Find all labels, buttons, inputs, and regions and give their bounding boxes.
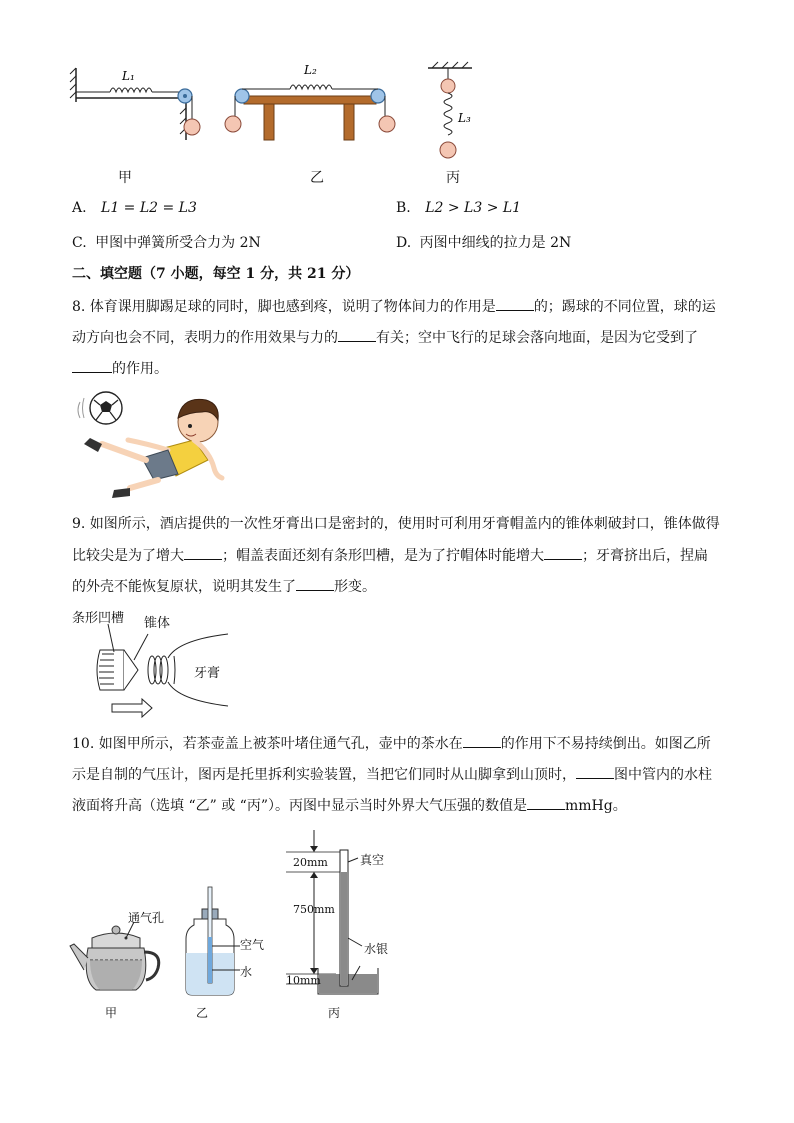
fig-label-yi: 乙 [310, 170, 324, 186]
q10-blank-3[interactable] [527, 795, 565, 810]
q8-text-1a: 8. 体育课用脚踢足球的同时，脚也感到疼，说明了物体间力的作用是 [72, 299, 496, 315]
spring-figure-jia [70, 60, 210, 150]
q10-fig-label-jia: 甲 [105, 1006, 118, 1020]
q10-text-1b: 的作用下不易持续倒出。如图乙所 [500, 736, 711, 752]
q8-text-2b: 有关；空中飞行的足球会落向地面，是因为它受到了 [376, 330, 698, 346]
option-d-letter: D. [396, 235, 412, 251]
q10-line2 [72, 764, 712, 785]
q9-line1: 9. 如图所示，酒店提供的一次性牙膏出口是密封的，使用时可利用牙膏帽盖内的锥体刺破封口，锥体做得 [72, 516, 720, 532]
fig-label-jia: 甲 [118, 170, 132, 186]
option-a[interactable] [72, 198, 197, 218]
q10-text-3a: 液面将升高（选填 “乙” 或 “丙”）。丙图中显示当时外界大气压强的数值是 [72, 798, 527, 814]
option-b-text: L2 > L3 > L1 [425, 200, 522, 216]
q10-fig-label-bing: 丙 [328, 1006, 341, 1020]
option-c-letter: C. [72, 235, 87, 251]
barometer-pointers [210, 944, 242, 974]
option-b[interactable] [396, 198, 521, 218]
label-d20: 20mm [293, 856, 328, 869]
q10-text-2b: 图中管内的水柱 [614, 767, 712, 783]
q10-text-2a: 示是自制的气压计，图丙是托里拆利实验装置，当把它们同时从山脚拿到山顶时， [72, 767, 576, 783]
q8-line1 [72, 296, 716, 317]
q9-text-2a: 比较尖是为了增大 [72, 548, 184, 564]
label-water: 水 [240, 965, 253, 979]
label-paste: 牙膏 [194, 666, 221, 681]
label-mercury: 水银 [364, 942, 389, 956]
option-c-text: 甲图中弹簧所受合力为 2N [95, 235, 261, 251]
q8-blank-3[interactable] [72, 358, 112, 373]
label-vent: 通气孔 [128, 911, 165, 925]
q9-text-3a: 的外壳不能恢复原状，说明其发生了 [72, 579, 296, 595]
option-a-text: L1 = L2 = L3 [101, 200, 197, 216]
fig-label-bing: 丙 [446, 170, 460, 186]
section-heading: 二、填空题（7 小题，每空 1 分，共 21 分） [72, 266, 360, 282]
q9-blank-1[interactable] [184, 545, 222, 560]
q9-line3 [72, 576, 376, 597]
spring-figure-bing [420, 60, 480, 160]
label-d750: 750mm [293, 903, 335, 916]
option-c[interactable] [72, 233, 261, 253]
q10-blank-2[interactable] [576, 764, 614, 779]
q8-line3 [72, 358, 168, 379]
q10-text-3b: mmHg。 [564, 798, 627, 814]
q8-line2 [72, 327, 698, 348]
q10-fig-label-yi: 乙 [196, 1006, 209, 1020]
q10-line1 [72, 733, 711, 754]
q8-blank-1[interactable] [496, 296, 534, 311]
option-b-letter: B. [396, 200, 411, 216]
option-a-letter: A. [72, 200, 87, 216]
q8-text-2a: 动方向也会不同，表明力的作用效果与力的 [72, 330, 338, 346]
barometer-bottle-figure [180, 885, 240, 997]
q9-line2 [72, 545, 708, 566]
label-d10: 10mm [286, 974, 321, 987]
q10-text-1a: 10. 如图甲所示，若茶壶盖上被茶叶堵住通气孔，壶中的茶水在 [72, 736, 463, 752]
option-d[interactable] [396, 233, 571, 253]
q9-blank-2[interactable] [544, 545, 582, 560]
label-cone: 锥体 [144, 616, 171, 631]
spring-figure-yi [220, 60, 400, 150]
q9-text-2c: ；牙膏挤出后，捏扁 [582, 548, 708, 564]
soccer-boy-illustration [72, 388, 242, 503]
label-groove: 条形凹槽 [72, 611, 125, 626]
q9-text-3b: 形变。 [334, 579, 376, 595]
option-d-text: 丙图中细线的拉力是 2N [419, 235, 572, 251]
q9-text-2b: ；帽盖表面还刻有条形凹槽，是为了拧帽体时能增大 [222, 548, 544, 564]
q8-text-3b: 的作用。 [112, 361, 168, 377]
label-air: 空气 [240, 938, 265, 952]
spring-label-l2: L₂ [304, 63, 317, 77]
spring-label-l1: L₁ [122, 69, 135, 83]
q8-blank-2[interactable] [338, 327, 376, 342]
label-vacuum: 真空 [360, 853, 385, 867]
q8-text-1b: 的；踢球的不同位置，球的运 [533, 299, 716, 315]
vent-pointer [120, 922, 150, 942]
spring-label-l3: L₃ [458, 111, 471, 125]
q10-line3 [72, 795, 627, 816]
q9-blank-3[interactable] [296, 576, 334, 591]
q10-blank-1[interactable] [463, 733, 501, 748]
